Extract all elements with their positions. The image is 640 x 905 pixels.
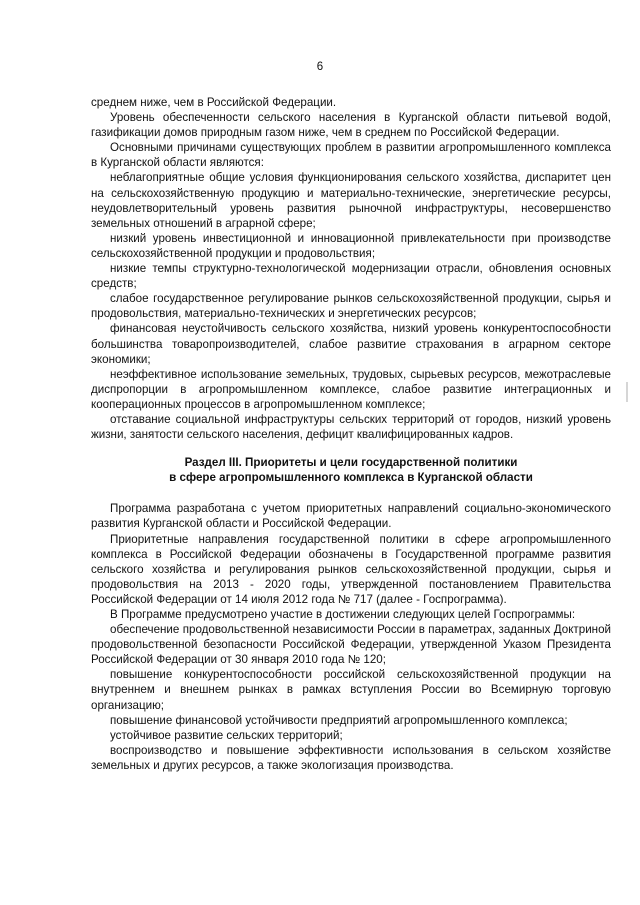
paragraph: обеспечение продовольственной независимости России в параметрах, заданных Доктриной продовольственной безопасности Российской Федерации, утвержденной Указом Президента Российской Федерации от 30 января 2010 года № 120; xyxy=(91,623,611,667)
paragraph: слабое государственное регулирование рынков сельскохозяйственной продукции, сырья и продовольствия, материально-технических и энергетических ресурсов; xyxy=(91,292,611,321)
paragraph: В Программе предусмотрено участие в достижении следующих целей Госпрограммы: xyxy=(110,608,576,621)
paragraph: Основными причинами существующих проблем в развитии агропромышленного комплекса в Курганской области являются: xyxy=(91,141,611,170)
section-heading-line-2: в сфере агропромышленного комплекса в Курганской области xyxy=(169,471,533,485)
paragraph: неблагоприятные общие условия функционирования сельского хозяйства, диспаритет цен на сельскохозяйственную продукцию и материально-технические, энергетические ресурсы, неудовлетворительный уровень развития рыночной инфраструктуры, несовершенство земельных отношений в аграрной сфере; xyxy=(91,171,611,230)
paragraph: Приоритетные направления государственной политики в сфере агропромышленного комплекса в Российской Федерации обозначены в Государственной программе развития сельского хозяйства и регулирования рынков сельскохозяйственной продукции, сырья и продовольствия на 2013 - 2020 годы, утвержденной постановлением Правительства Российской Федерации от 14 июля 2012 года № 717 (далее - Госпрограмма). xyxy=(91,532,611,606)
text-section-1 xyxy=(91,95,611,442)
paragraph: низкие темпы структурно-технологической модернизации отрасли, обновления основных средств; xyxy=(91,262,611,291)
paragraph: отставание социальной инфраструктуры сельских территорий от городов, низкий уровень жизни, занятости сельского населения, дефицит квалифицированных кадров. xyxy=(91,412,611,442)
paragraph: Уровень обеспеченности сельского населения в Курганской области питьевой водой, газификации домов природным газом ниже, чем в среднем по Российской Федерации. xyxy=(91,111,611,140)
paragraph: повышение финансовой устойчивости предприятий агропромышленного комплекса; xyxy=(110,713,568,727)
paragraph: повышение конкурентоспособности российской сельскохозяйственной продукции на внутреннем и внешнем рынках в рамках вступления России во Всемирную торговую организацию; xyxy=(91,668,611,712)
paragraph: финансовая неустойчивость сельского хозяйства, низкий уровень конкурентоспособности большинства товаропроизводителей, слабое развитие страхования в аграрном секторе экономики; xyxy=(91,322,611,366)
page-number: 6 xyxy=(316,61,324,73)
text-section-2 xyxy=(91,501,611,773)
section-heading-line-1: Раздел III. Приоритеты и цели государственной политики xyxy=(184,456,518,470)
paragraph: Программа разработана с учетом приоритетных направлений социально-экономического развития Курганской области и Российской Федерации. xyxy=(91,502,611,531)
scan-mark xyxy=(626,382,628,402)
section-heading xyxy=(91,455,611,485)
paragraph: устойчивое развитие сельских территорий; xyxy=(110,728,343,742)
paragraph: среднем ниже, чем в Российской Федерации. xyxy=(91,96,337,109)
paragraph: воспроизводство и повышение эффективности использования в сельском хозяйстве земельных и других ресурсов, а также экологизация производства. xyxy=(91,743,611,772)
document-body xyxy=(91,95,611,773)
paragraph: низкий уровень инвестиционной и инновационной привлекательности при производстве сельскохозяйственной продукции и продовольствия; xyxy=(91,231,611,260)
paragraph: неэффективное использование земельных, трудовых, сырьевых ресурсов, межотраслевые диспропорции в агропромышленном комплексе, слабое развитие интеграционных и кооперационных процессов в агропромышленном комплексе; xyxy=(91,367,611,411)
